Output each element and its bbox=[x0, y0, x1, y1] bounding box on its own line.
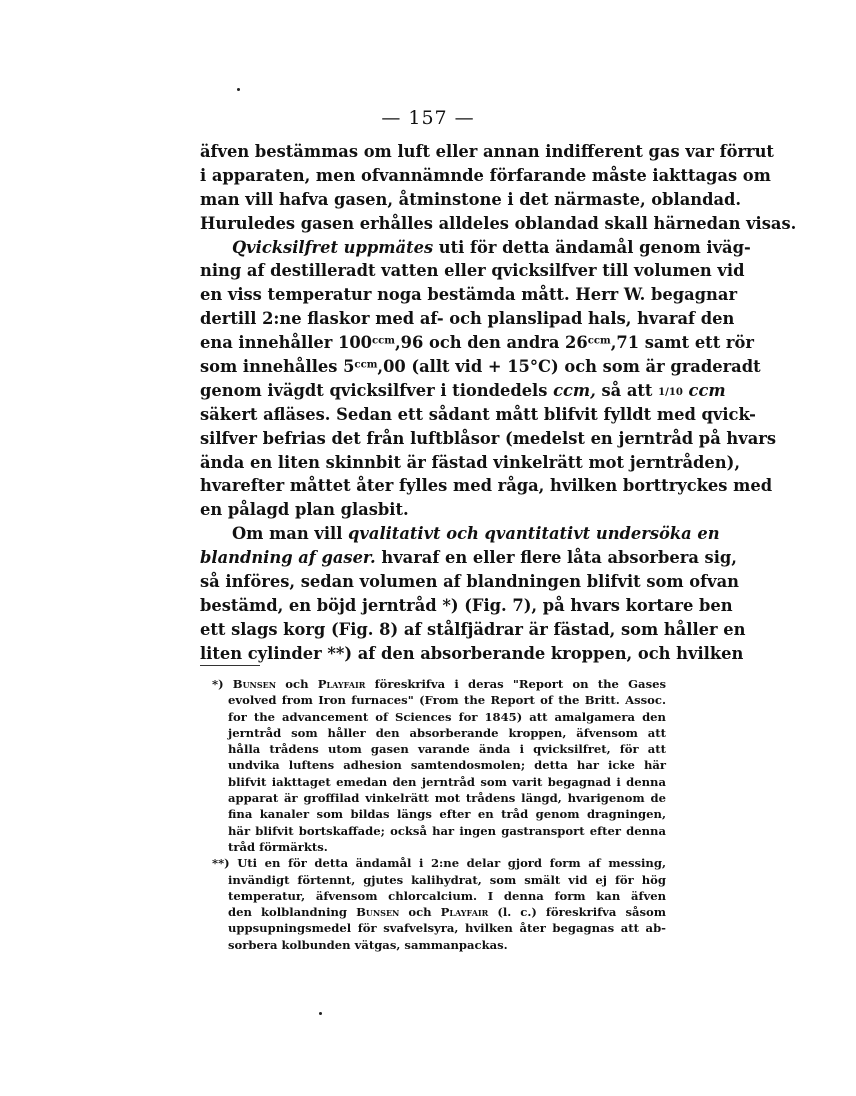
text-run: (l. c.) föreskrifva såsom bbox=[488, 905, 667, 920]
text-line: äfven bestämmas om luft eller annan indifferent gas var förrut bbox=[200, 142, 774, 161]
footnote-line bbox=[212, 855, 666, 871]
text-line: en viss temperatur noga bestämda mått. Herr W. begagnar bbox=[200, 285, 738, 305]
italic-phrase: ccm, bbox=[553, 380, 596, 400]
footnote-line bbox=[212, 676, 666, 692]
footnote-line: uppsupningsmedel för svafvelsyra, hvilken åter begagnas att ab- bbox=[228, 921, 666, 936]
footnote-line: tråd förmärkts. bbox=[228, 839, 328, 854]
text-line: ända en liten skinnbit är fästad vinkelrätt mot jerntråden), bbox=[200, 452, 740, 472]
author-name: Playfair bbox=[440, 905, 489, 920]
text-run: Om man vill bbox=[232, 524, 349, 544]
text-run: ena innehåller 100 bbox=[200, 333, 372, 353]
italic-phrase: blandning af gaser. bbox=[200, 548, 376, 568]
text-line: ning af destilleradt vatten eller qvicksilfver till volumen vid bbox=[200, 261, 745, 281]
text-line bbox=[200, 522, 720, 546]
footnote-line: här blifvit bortskaffade; också har ingen gastransport efter denna bbox=[228, 823, 666, 838]
author-name: Bunsen bbox=[232, 677, 277, 691]
footnote-marker: **) bbox=[212, 856, 230, 871]
text-run: uti för detta ändamål genom iväg- bbox=[433, 237, 751, 257]
text-run: som innehålles 5 bbox=[200, 357, 355, 377]
text-line bbox=[200, 331, 754, 355]
ink-speck bbox=[237, 88, 240, 91]
text-line: Huruledes gasen erhålles alldeles oblandad skall härnedan visas. bbox=[200, 213, 797, 233]
text-line: i apparaten, men ofvannämnde förfarande måste iakttagas om bbox=[200, 165, 771, 185]
text-run: hvaraf en eller flere låta absorbera sig, bbox=[375, 548, 737, 568]
text-line bbox=[200, 379, 726, 403]
unit-superscript: ccm bbox=[371, 335, 395, 347]
footnotes bbox=[212, 676, 666, 953]
text-line: säkert afläses. Sedan ett sådant mått blifvit fylldt med qvick- bbox=[200, 404, 756, 424]
text-line: en pålagd plan glasbit. bbox=[200, 500, 409, 520]
footnote-line: for the advancement of Sciences for 1845) att amalgamera den bbox=[228, 709, 666, 724]
text-line: silfver befrias det från luftblåsor (medelst en jerntråd på hvars bbox=[200, 428, 776, 448]
text-line: så införes, sedan volumen af blandningen blifvit som ofvan bbox=[200, 572, 739, 592]
footnote-line: fina kanaler som bildas längs efter en tråd genom dragningen, bbox=[228, 807, 666, 822]
text-line: bestämd, en böjd jerntråd *) (Fig. 7), på hvars kortare ben bbox=[200, 595, 733, 615]
author-name: Playfair bbox=[317, 677, 366, 691]
footnote-line: apparat är groffilad vinkelrätt mot trådens längd, hvarigenom de bbox=[228, 791, 666, 806]
footnote-line: undvika luftens adhesion samtendosmolen; detta har icke här bbox=[228, 758, 666, 773]
footnote-rule bbox=[200, 665, 260, 666]
text-line: hvarefter måttet åter fylles med råga, hvilken borttryckes med bbox=[200, 476, 773, 496]
text-line: liten cylinder **) af den absorberande kroppen, och hvilken bbox=[200, 643, 744, 663]
footnote-line: hålla trådens utom gasen varande ända i qvicksilfret, för att bbox=[228, 742, 666, 757]
italic-phrase: ccm bbox=[682, 380, 726, 400]
unit-superscript: ccm bbox=[587, 335, 611, 347]
text-run: den kolblandning bbox=[228, 905, 357, 920]
author-name: Bunsen bbox=[356, 905, 400, 920]
italic-phrase: qvalitativt och qvantitativt undersöka en bbox=[348, 524, 720, 544]
main-text bbox=[200, 140, 797, 666]
text-run: så att bbox=[595, 380, 659, 400]
text-run: ,71 samt ett rör bbox=[610, 333, 754, 353]
text-line bbox=[200, 546, 737, 570]
footnote-line: temperatur, äfvensom chlorcalcium. I denna form kan äfven bbox=[228, 888, 666, 903]
text-run: och bbox=[399, 905, 441, 920]
text-line bbox=[200, 355, 761, 379]
text-line: ett slags korg (Fig. 8) af stålfjädrar är fästad, som håller en bbox=[200, 619, 746, 639]
text-run: och bbox=[276, 677, 318, 691]
text-run: ,00 (allt vid + 15°C) och som är graderadt bbox=[377, 357, 761, 377]
footnote-line: evolved from Iron furnaces" (From the Report of the Britt. Assoc. bbox=[228, 693, 666, 708]
italic-phrase: Qvicksilfret uppmätes bbox=[232, 237, 434, 257]
text-run: ,96 och den andra 26 bbox=[394, 333, 588, 353]
text-run: genom ivägdt qvicksilfver i tiondedels bbox=[200, 380, 554, 400]
footnote-line: sorbera kolbunden vätgas, sammanpackas. bbox=[228, 937, 508, 952]
text-run: Uti en för detta ändamål i 2:ne delar gjord form af messing, bbox=[229, 856, 666, 871]
footnote-line bbox=[212, 904, 666, 920]
footnote-line: invändigt förtennt, gjutes kalihydrat, som smält vid ej för hög bbox=[228, 872, 666, 887]
text-line: man vill hafva gasen, åtminstone i det närmaste, oblandad. bbox=[200, 189, 742, 209]
ink-speck bbox=[319, 1012, 322, 1015]
text-line bbox=[200, 236, 751, 260]
footnote-line: blifvit iakttaget emedan den jerntråd som varit begagnad i denna bbox=[228, 774, 666, 789]
text-run: föreskrifva i deras "Report on the Gases bbox=[365, 677, 666, 691]
text-line: dertill 2:ne flaskor med af- och planslipad hals, hvaraf den bbox=[200, 309, 735, 329]
unit-superscript: ccm bbox=[354, 359, 378, 371]
fraction: 1/10 bbox=[658, 386, 683, 398]
footnote-line: jerntråd som håller den absorberande kroppen, äfvensom att bbox=[228, 725, 666, 740]
footnote-marker: *) bbox=[212, 677, 224, 691]
page-number: — 157 — bbox=[381, 107, 475, 129]
